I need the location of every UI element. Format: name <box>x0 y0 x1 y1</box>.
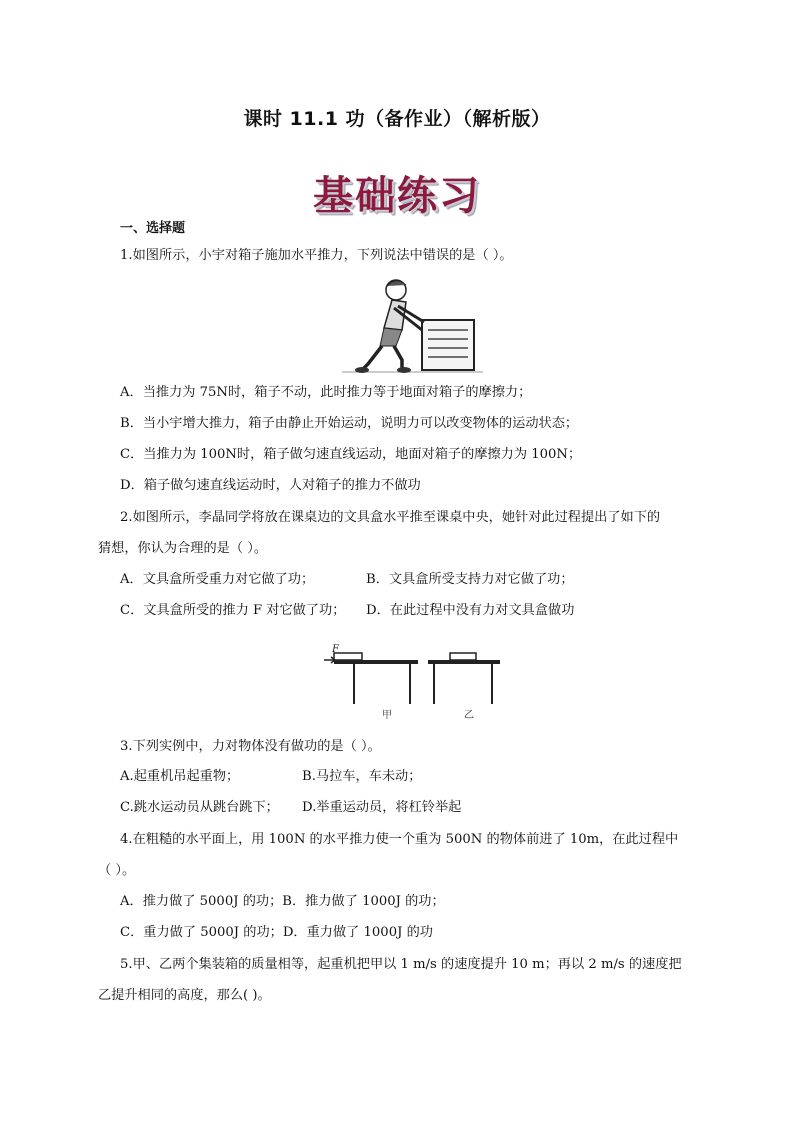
question-4-stem: 4.在粗糙的水平面上，用 100N 的水平推力使一个重为 500N 的物体前进了 10m，在此过程中 <box>120 832 679 847</box>
question-3-stem: 3.下列实例中，力对物体没有做功的是（ ）。 <box>120 739 381 754</box>
question-5-stem: 5.甲、乙两个集装箱的质量相等，起重机把甲以 1 m/s 的速度提升 10 m；再以 2 m/s 的速度把 <box>120 957 682 972</box>
question-2-option-c: C．文具盒所受的推力 F 对它做了功； <box>120 603 346 618</box>
question-1-option-c: C．当推力为 100N时，箱子做匀速直线运动，地面对箱子的摩擦力为 100N； <box>120 447 582 462</box>
section-heading: 一、选择题 <box>120 221 186 236</box>
page-title: 课时 11.1 功（备作业）（解析版） <box>243 108 551 130</box>
question-4-stem-continued: （ ）。 <box>98 863 136 878</box>
caption-jia: 甲 <box>382 710 392 721</box>
question-3-option-c: C.跳水运动员从跳台跳下； <box>120 800 279 815</box>
question-4-options-ab: A．推力做了 5000J 的功；B．推力做了 1000J 的功； <box>120 894 445 909</box>
question-2-option-d: D．在此过程中没有力对文具盒做功 <box>366 603 575 618</box>
question-2-option-b: B．文具盒所受支持力对它做了功； <box>366 572 574 587</box>
question-3-option-d: D.举重运动员，将杠铃举起 <box>302 800 462 815</box>
caption-yi: 乙 <box>464 710 474 721</box>
question-2-stem-continued: 猜想，你认为合理的是（ ）。 <box>98 541 268 556</box>
question-1-option-b: B．当小宇增大推力，箱子由静止开始运动，说明力可以改变物体的运动状态； <box>120 416 579 431</box>
question-4-options-cd: C．重力做了 5000J 的功；D．重力做了 1000J 的功 <box>120 925 433 940</box>
question-1-option-a: A．当推力为 75N时，箱子不动，此时推力等于地面对箱子的摩擦力； <box>120 385 532 400</box>
section-banner: 基础练习 <box>313 173 481 219</box>
question-1-option-d: D．箱子做匀速直线运动时，人对箱子的推力不做功 <box>120 478 421 493</box>
question-1-stem: 1.如图所示，小宇对箱子施加水平推力，下列说法中错误的是（ ）。 <box>120 248 513 263</box>
q2-desk-figure <box>322 640 502 722</box>
question-2-option-a: A．文具盒所受重力对它做了功； <box>120 572 315 587</box>
question-3-option-b: B.马拉车，车未动； <box>302 769 422 784</box>
q1-boy-pushing-box-figure <box>340 272 485 378</box>
question-5-stem-continued: 乙提升相同的高度，那么( )。 <box>98 988 271 1003</box>
question-3-option-a: A.起重机吊起重物； <box>120 769 240 784</box>
force-f-label: F <box>332 644 339 655</box>
question-2-stem: 2.如图所示，李晶同学将放在课桌边的文具盒水平推至课桌中央，她针对此过程提出了如下的 <box>120 510 661 525</box>
